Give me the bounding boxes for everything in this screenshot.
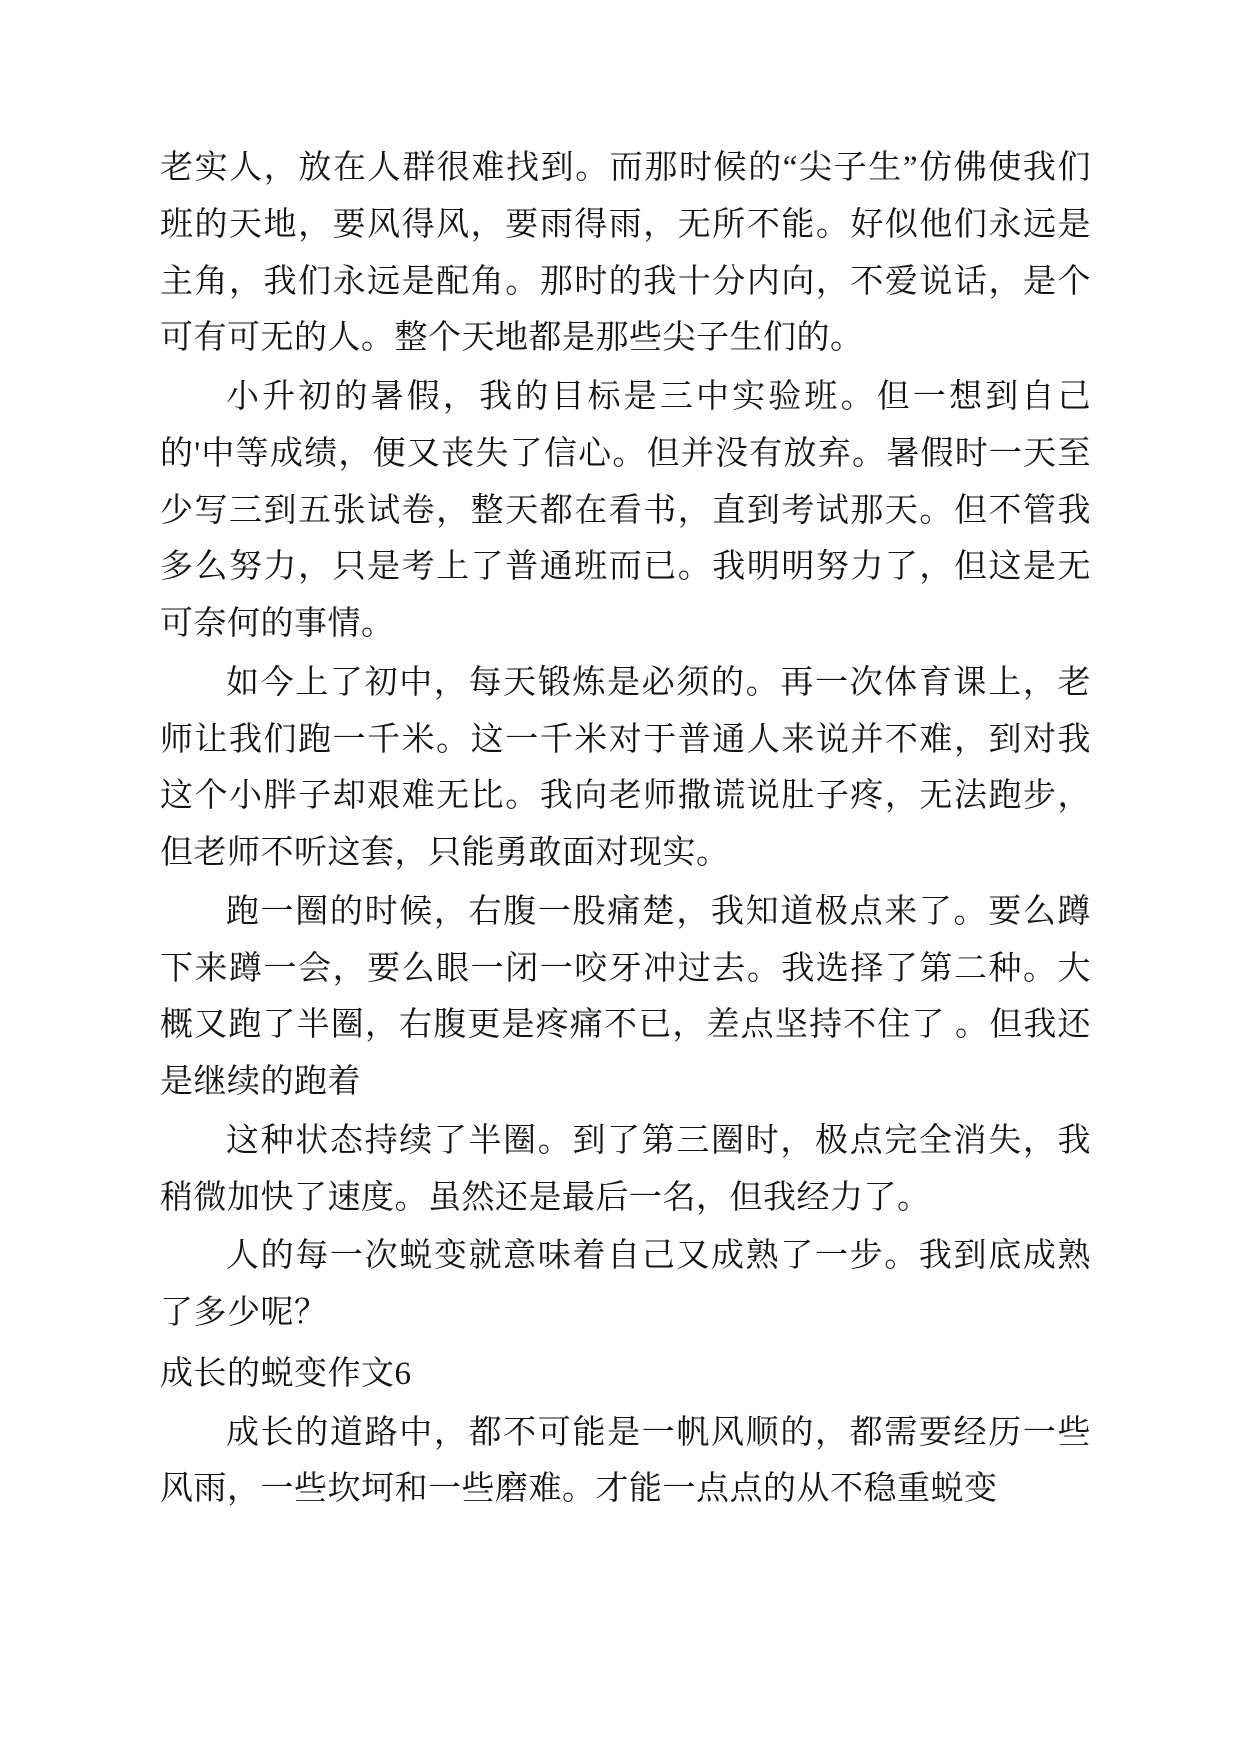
paragraph: 成长的道路中，都不可能是一帆风顺的，都需要经历一些风雨，一些坎坷和一些磨难。才能一点点的从不稳重蜕变 <box>160 1414 1091 1508</box>
document-body <box>160 140 1091 1518</box>
paragraph: 这种状态持续了半圈。到了第三圈时，极点完全消失，我稍微加快了速度。虽然还是最后一名，但我经力了。 <box>160 1122 1091 1216</box>
section-heading: 成长的蜕变作文6 <box>160 1355 412 1392</box>
paragraph: 小升初的暑假，我的目标是三中实验班。但一想到自己的'中等成绩，便又丧失了信心。但并没有放弃。暑假时一天至少写三到五张试卷，整天都在看书，直到考试那天。但不管我多么努力，只是考上了普通班而已。我明明努力了，但这是无可奈何的事情。 <box>160 379 1091 642</box>
paragraph: 跑一圈的时候，右腹一股痛楚，我知道极点来了。要么蹲下来蹲一会，要么眼一闭一咬牙冲过去。我选择了第二种。大概又跑了半圈，右腹更是疼痛不已，差点坚持不住了 。但我还是继续的跑着 <box>160 893 1091 1100</box>
paragraph: 如今上了初中，每天锻炼是必须的。再一次体育课上，老师让我们跑一千米。这一千米对于普通人来说并不难，到对我这个小胖子却艰难无比。我向老师撒谎说肚子疼，无法跑步，但老师不听这套，只能勇敢面对现实。 <box>160 664 1091 871</box>
paragraph: 老实人，放在人群很难找到。而那时候的“尖子生”仿佛使我们班的天地，要风得风，要雨得雨，无所不能。好似他们永远是主角，我们永远是配角。那时的我十分内向，不爱说话，是个可有可无的人。整个天地都是那些尖子生们的。 <box>160 150 1091 357</box>
paragraph: 人的每一次蜕变就意味着自己又成熟了一步。我到底成熟了多少呢？ <box>160 1238 1091 1331</box>
